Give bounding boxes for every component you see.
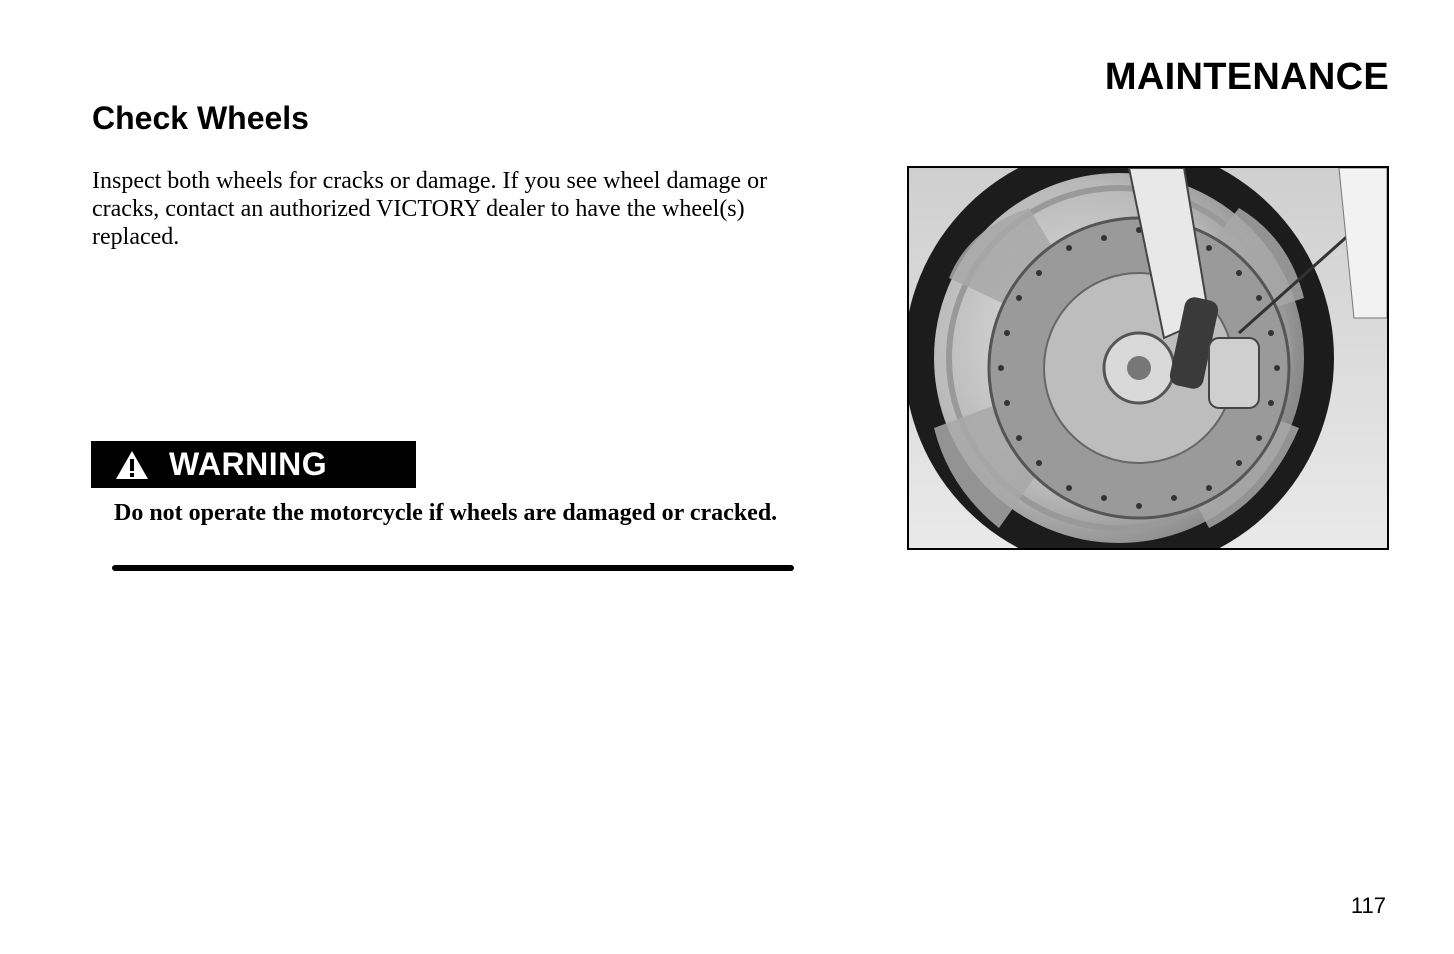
page-number: 117 (1350, 893, 1386, 918)
warning-divider (112, 565, 794, 571)
warning-text: Do not operate the motorcycle if wheels are damaged or cracked. (114, 500, 778, 526)
warning-triangle-icon (115, 450, 149, 480)
page-heading: Check Wheels (92, 100, 309, 136)
section-title: MAINTENANCE (1104, 56, 1389, 98)
warning-banner (91, 441, 416, 488)
body-paragraph: Inspect both wheels for cracks or damage. If you see wheel damage or cracks, contact an authorized VICTORY dealer to have the wheel(s) replaced. (92, 168, 768, 250)
wheel-illustration (909, 168, 1387, 548)
warning-label: WARNING (169, 446, 328, 482)
wheel-photo (907, 166, 1389, 550)
